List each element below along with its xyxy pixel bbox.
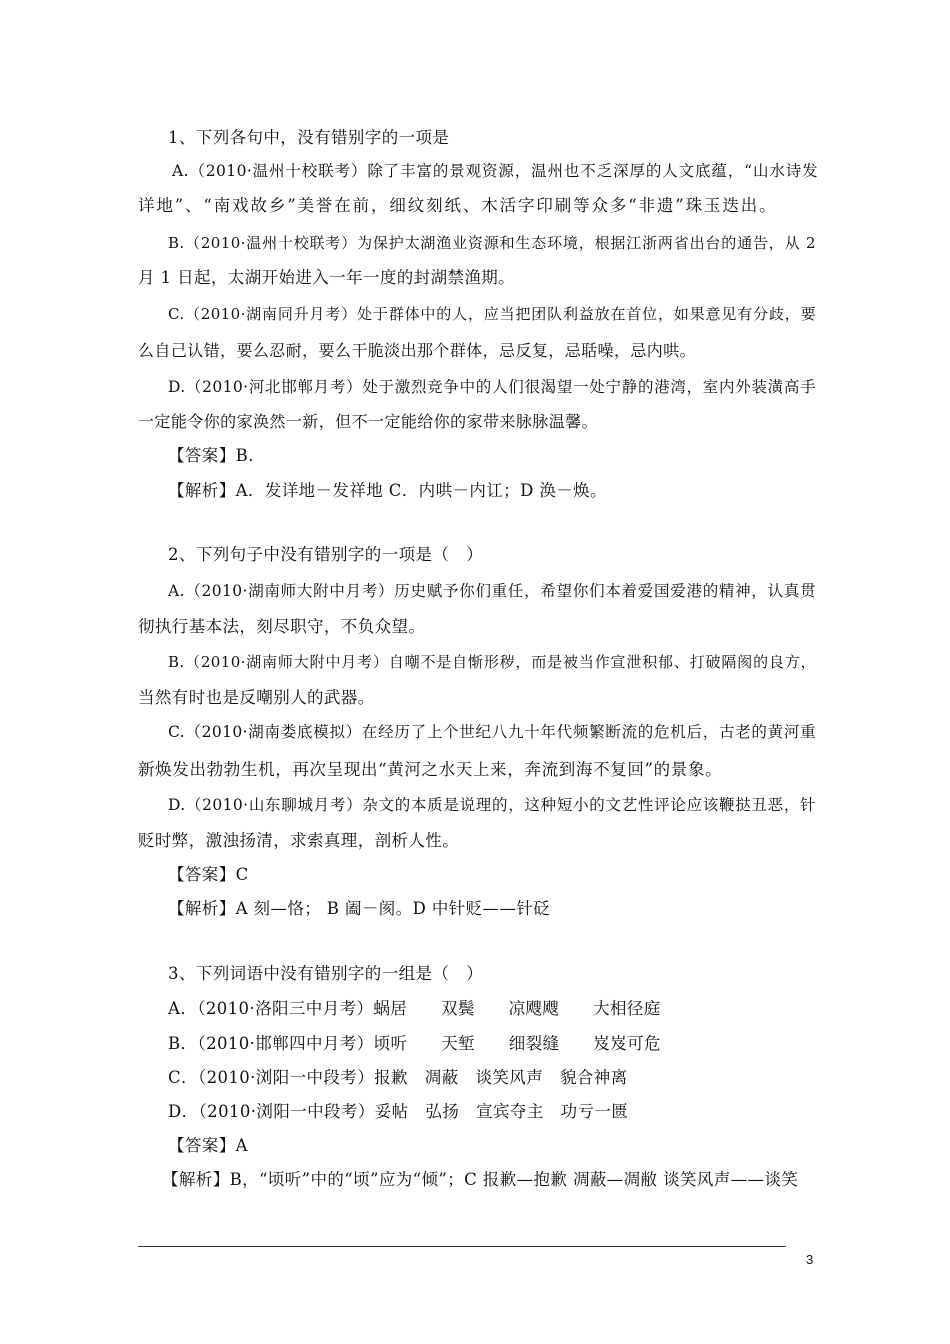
q2-option-b-line2: 当然有时也是反嘲别人的武器。: [138, 688, 375, 707]
q3-option-a: A．（2010·洛阳三中月考）蜗居 双鬓 凉飕飕 大相径庭: [168, 999, 661, 1018]
q3-option-b: B．（2010·邯郸四中月考）顷听 天堑 细裂缝 岌岌可危: [168, 1034, 661, 1053]
q2-option-c-line2: 新焕发出勃勃生机，再次呈现出“黄河之水天上来，奔流到海不复回”的景象。: [138, 760, 722, 779]
q2-option-b-line1: B.（2010·湖南师大附中月考）自嘲不是自惭形秽，而是被当作宣泄积郁、打破隔阂的良方，: [168, 653, 816, 671]
q2-analysis: 【解析】A 刻—恪； B 阖－阂。D 中针贬——针砭: [168, 899, 551, 918]
page-number: 3: [806, 1252, 814, 1267]
q1-option-a-line2: 详地”、“南戏故乡”美誉在前，细纹刻纸、木活字印刷等众多“非遗”珠玉迭出。: [138, 196, 776, 215]
q1-stem: 1、下列各句中，没有错别字的一项是: [168, 128, 450, 147]
q3-stem: 3、下列词语中没有错别字的一组是（ ）: [168, 964, 484, 983]
q2-option-c-line1: C.（2010·湖南娄底模拟）在经历了上个世纪八九十年代频繁断流的危机后，古老的黄河重: [168, 723, 816, 741]
q1-option-b-line1: B.（2010·温州十校联考）为保护太湖渔业资源和生态环境，根据江浙两省出台的通告，从 2: [168, 234, 816, 252]
q3-option-c: C．（2010·浏阳一中段考）报歉 凋蔽 谈笑风声 貌合神离: [168, 1068, 628, 1087]
footer-divider: [138, 1246, 786, 1247]
q1-option-d-line1: D.（2010·河北邯郸月考）处于激烈竞争中的人们很渴望一处宁静的港湾，室内外装潢高手: [168, 378, 816, 396]
q3-answer: 【答案】A: [168, 1136, 248, 1155]
q1-analysis: 【解析】A．发详地－发祥地 C．内哄－内讧；D 涣－焕。: [168, 481, 607, 500]
q2-stem: 2、下列句子中没有错别字的一项是（ ）: [168, 545, 484, 564]
q2-option-d-line2: 贬时弊，激浊扬清，求索真理，剖析人性。: [138, 831, 460, 850]
q2-option-a-line1: A.（2010·湖南师大附中月考）历史赋予你们重任，希望你们本着爱国爱港的精神，认真贯: [168, 582, 816, 600]
q2-option-a-line2: 彻执行基本法，刻尽职守，不负众望。: [138, 617, 426, 636]
q3-analysis: 【解析】B，“顷听”中的“顷”应为“倾”；C 报歉—抱歉 凋蔽—凋敝 谈笑风声——谈笑: [162, 1170, 799, 1189]
q1-option-c-line2: 么自己认错，要么忍耐，要么干脆淡出那个群体，忌反复，忌聒噪，忌内哄。: [138, 341, 696, 360]
q1-option-b-line2: 月 1 日起，太湖开始进入一年一度的封湖禁渔期。: [138, 268, 516, 287]
q1-option-c-line1: C.（2010·湖南同升月考）处于群体中的人，应当把团队利益放在首位，如果意见有分歧，要: [168, 305, 816, 323]
q3-option-d: D．（2010·浏阳一中段考）妥帖 弘扬 宣宾夺主 功亏一匮: [168, 1102, 629, 1121]
q2-option-d-line1: D.（2010·山东聊城月考）杂文的本质是说理的，这种短小的文艺性评论应该鞭挞丑恶，针: [168, 796, 816, 814]
q2-answer: 【答案】C: [168, 865, 249, 884]
q1-answer: 【答案】B.: [168, 446, 254, 465]
q1-option-a-line1: A.（2010·温州十校联考）除了丰富的景观资源，温州也不乏深厚的人文底蕴，“山水诗发: [172, 162, 818, 180]
q1-option-d-line2: 一定能令你的家涣然一新，但不一定能给你的家带来脉脉温馨。: [138, 412, 598, 431]
